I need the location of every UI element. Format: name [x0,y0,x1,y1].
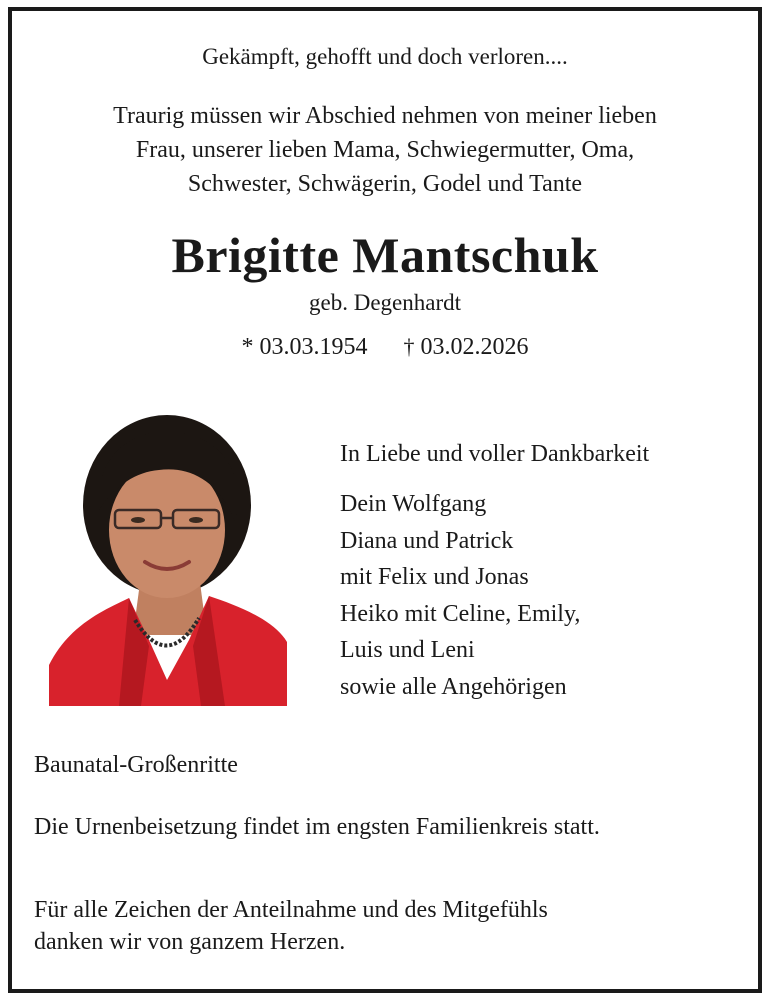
thanks-line: Für alle Zeichen der Anteilnahme und des Mitgefühls [34,897,548,923]
family-signatures [340,436,649,705]
cross-icon: † [403,334,415,359]
deceased-name: Brigitte Mantschuk [171,227,599,283]
portrait-photo [49,410,287,706]
place: Baunatal-Großenritte [34,752,238,778]
intro-line: Schwester, Schwägerin, Godel und Tante [187,171,583,197]
intro-line: Frau, unserer lieben Mama, Schwiegermutter, Oma, [135,137,635,163]
family-member: sowie alle Angehörigen [340,673,567,700]
family-member: mit Felix und Jonas [340,564,529,590]
birth-date: * 03.03.1954 [241,334,368,360]
family-member: Dein Wolfgang [340,491,487,517]
family-member: Heiko mit Celine, Emily, [340,600,581,627]
portrait-icon [49,410,287,706]
thanks-text [34,894,548,958]
intro-line: Traurig müssen wir Abschied nehmen von meiner lieben [113,103,657,129]
life-dates [0,334,770,361]
family-list [340,486,649,705]
family-member: Luis und Leni [340,637,475,663]
thanks-line: danken wir von ganzem Herzen. [34,929,346,955]
maiden-name: geb. Degenhardt [309,290,461,315]
family-lead: In Liebe und voller Dankbarkeit [340,441,650,467]
motto: Gekämpft, gehofft und doch verloren.... [202,44,568,69]
death-date: 03.02.2026 [420,334,529,360]
intro-text [0,99,770,201]
family-member: Diana und Patrick [340,527,514,554]
burial-note: Die Urnenbeisetzung findet im engsten Familienkreis statt. [34,814,600,840]
